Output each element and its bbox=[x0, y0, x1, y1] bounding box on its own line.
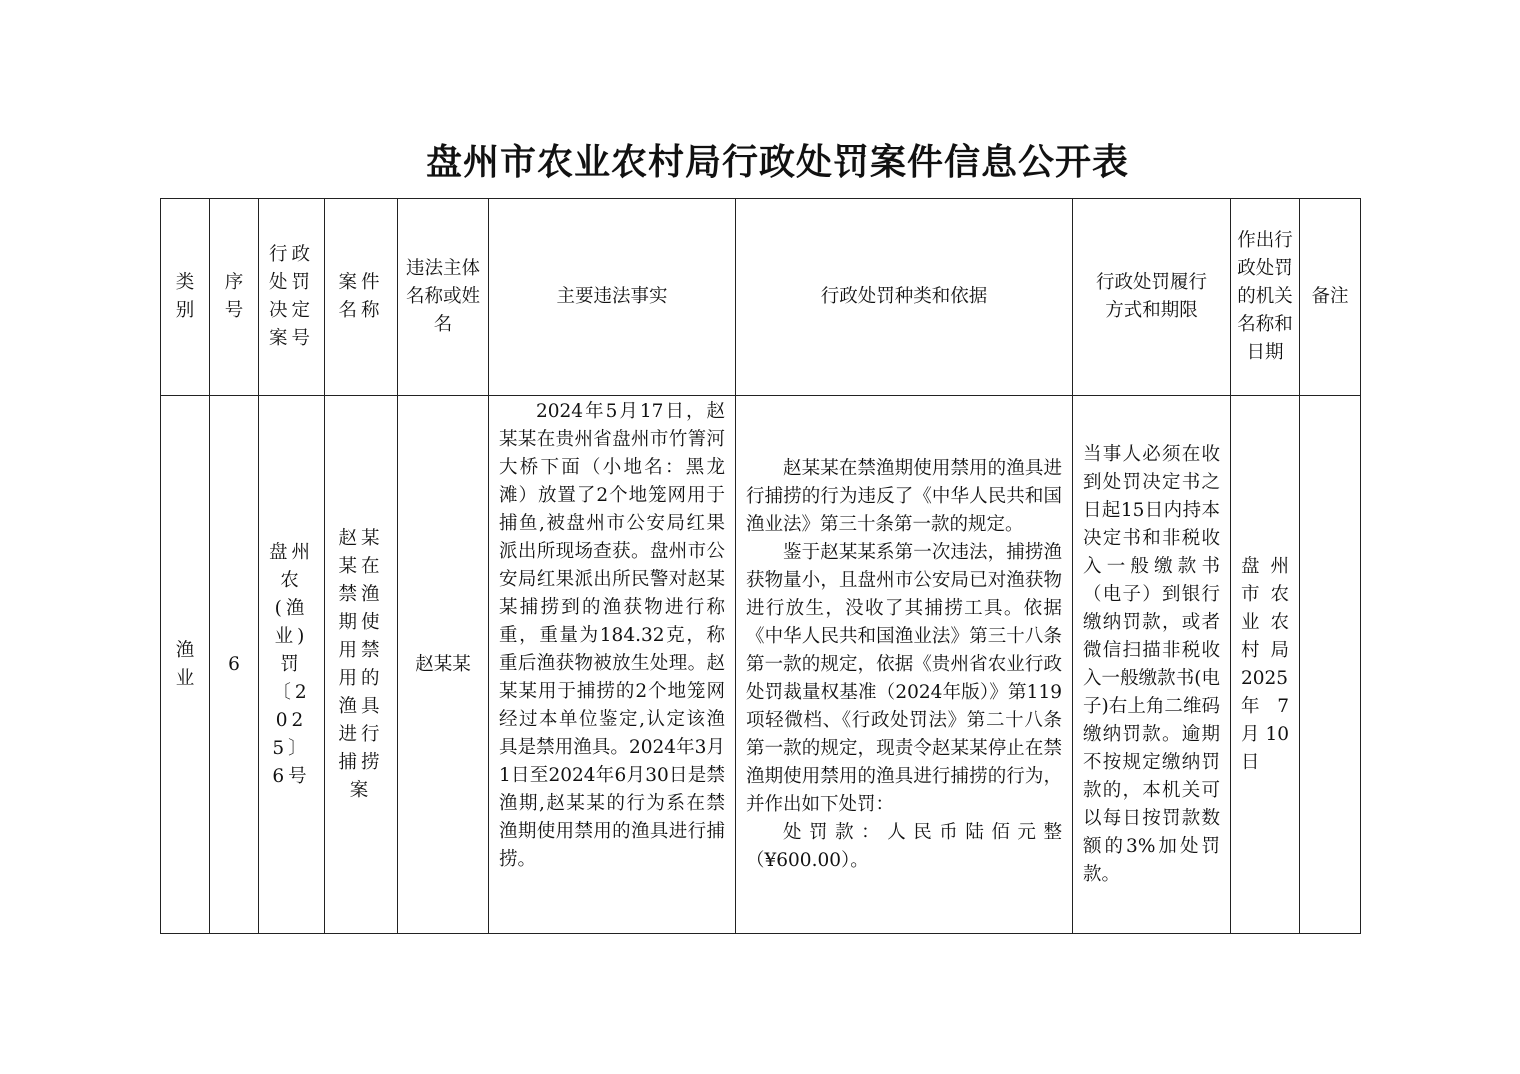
basis-paragraph-1: 赵某某在禁渔期使用禁用的渔具进行捕捞的行为违反了《中华人民共和国渔业法》第三十条第一款的规定。 bbox=[746, 457, 1062, 535]
cell-party: 赵某某 bbox=[398, 396, 489, 934]
cell-case-name: 赵某某在禁渔期使用禁用的渔具进行捕捞案 bbox=[325, 396, 398, 934]
cell-basis bbox=[736, 396, 1073, 934]
cell-decision-no: 盘州农(渔业)罚〔2025〕6号 bbox=[259, 396, 325, 934]
cell-seq: 6 bbox=[210, 396, 259, 934]
header-category: 类别 bbox=[161, 199, 210, 396]
basis-paragraph-2: 鉴于赵某某系第一次违法，捕捞渔获物量小，且盘州市公安局已对渔获物进行放生，没收了其捕捞工具。依据《中华人民共和国渔业法》第三十八条第一款的规定，依据《贵州省农业行政处罚裁量权基准（2024年版）》第119项轻微档、《行政处罚法》第二十八条第一款的规定，现责令赵某某停止在禁渔期使用禁用的渔具进行捕捞的行为，并作出如下处罚： bbox=[746, 541, 1062, 815]
header-party: 违法主体名称或姓名 bbox=[398, 199, 489, 396]
cell-authority: 盘州市农业农村局2025年7月10日 bbox=[1231, 396, 1300, 934]
header-facts: 主要违法事实 bbox=[489, 199, 736, 396]
basis-paragraph-3: 处罚款：人民币陆佰元整（¥600.00）。 bbox=[746, 821, 1062, 871]
header-authority: 作出行政处罚的机关名称和日期 bbox=[1231, 199, 1300, 396]
header-seq: 序号 bbox=[210, 199, 259, 396]
header-basis: 行政处罚种类和依据 bbox=[736, 199, 1073, 396]
header-method: 行政处罚履行方式和期限 bbox=[1073, 199, 1231, 396]
cell-category: 渔业 bbox=[161, 396, 210, 934]
header-decision-no: 行政处罚决定案号 bbox=[259, 199, 325, 396]
page-title: 盘州市农业农村局行政处罚案件信息公开表 bbox=[425, 142, 1129, 183]
table-row bbox=[161, 396, 1361, 934]
penalty-info-table bbox=[160, 198, 1361, 934]
cell-remark bbox=[1300, 396, 1361, 934]
cell-method: 当事人必须在收到处罚决定书之日起15日内持本决定书和非税收入一般缴款书（电子）到银行缴纳罚款，或者微信扫描非税收入一般缴款书(电子)右上角二维码缴纳罚款。逾期不按规定缴纳罚款的，本机关可以每日按罚款数额的3%加处罚款。 bbox=[1073, 396, 1231, 934]
header-case-name: 案件名称 bbox=[325, 199, 398, 396]
cell-facts: 2024年5月17日，赵某某在贵州省盘州市竹箐河大桥下面（小地名：黑龙滩）放置了2个地笼网用于捕鱼,被盘州市公安局红果派出所现场查获。盘州市公安局红果派出所民警对赵某某捕捞到的渔获物进行称重，重量为184.32克，称重后渔获物被放生处理。赵某某用于捕捞的2个地笼网经过本单位鉴定,认定该渔具是禁用渔具。2024年3月1日至2024年6月30日是禁渔期,赵某某的行为系在禁渔期使用禁用的渔具进行捕捞。 bbox=[489, 396, 736, 934]
header-remark: 备注 bbox=[1300, 199, 1361, 396]
header-row bbox=[161, 199, 1361, 396]
